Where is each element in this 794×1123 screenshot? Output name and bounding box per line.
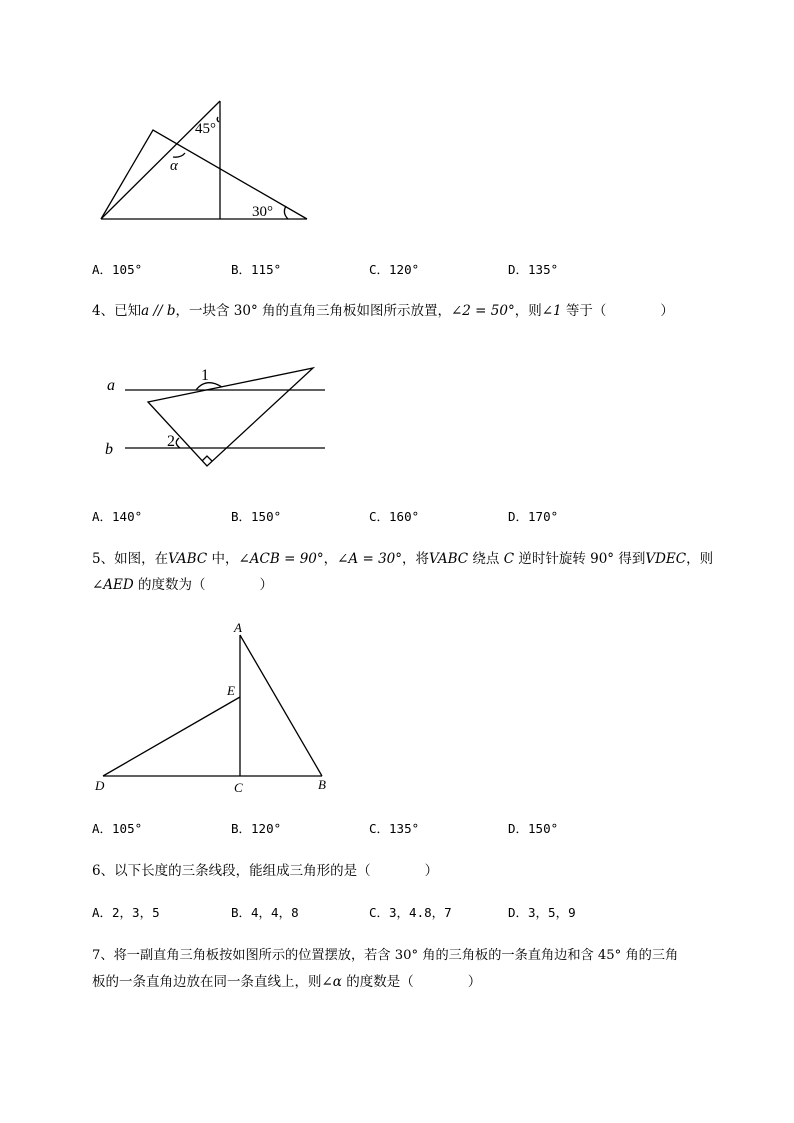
angle-alpha-label: α	[170, 158, 178, 174]
point-d-label: D	[95, 778, 105, 793]
q5-option-c[interactable]: C．135°	[369, 821, 420, 836]
q3-option-a[interactable]: A．105°	[92, 262, 143, 277]
q6-option-b[interactable]: B．4，4，8	[231, 905, 299, 920]
q3-option-d[interactable]: D．135°	[508, 262, 559, 277]
q5-option-d[interactable]: D．150°	[508, 821, 559, 836]
q5-stem-line2: ∠AED 的度数为（ ）	[92, 577, 274, 593]
angle-2-label: 2	[167, 433, 175, 450]
q4-option-a[interactable]: A．140°	[92, 509, 143, 524]
q4-option-c[interactable]: C．160°	[369, 509, 420, 524]
angle-30-label: 30°	[252, 204, 273, 220]
q6-option-d[interactable]: D．3，5，9	[508, 905, 576, 920]
point-b-label: B	[318, 777, 326, 792]
q4-option-b[interactable]: B．150°	[231, 509, 282, 524]
q4-option-d[interactable]: D．170°	[508, 509, 559, 524]
point-c-label: C	[234, 780, 243, 795]
figure-q5-rotation	[90, 615, 340, 800]
q6-option-c[interactable]: C．3，4.8，7	[369, 905, 452, 920]
q5-stem-line1: 5、如图，在VABC 中，∠ACB = 90°，∠A = 30°，将VABC 绕点 C 逆时针旋转 90° 得到VDEC，则	[92, 551, 714, 567]
q6-option-a[interactable]: A．2，3，5	[92, 905, 160, 920]
q7-stem-line2: 板的一条直角边放在同一条直线上，则∠α 的度数是（ ）	[92, 974, 482, 990]
q3-option-c[interactable]: C．120°	[369, 262, 420, 277]
q7-stem-line1: 7、将一副直角三角板按如图所示的位置摆放，若含 30° 角的三角板的一条直角边和含 45° 角的三角	[92, 948, 679, 963]
point-e-label: E	[227, 683, 235, 698]
q3-option-b[interactable]: B．115°	[231, 262, 282, 277]
line-a-label: a	[107, 377, 115, 394]
angle-45-label: 45°	[195, 121, 216, 137]
angle-1-label: 1	[201, 367, 209, 384]
line-b-label: b	[105, 441, 113, 458]
figure-q3-triangles	[90, 92, 320, 232]
figure-q4-parallel-lines	[100, 360, 330, 475]
q6-stem: 6、以下长度的三条线段，能组成三角形的是（ ）	[92, 863, 439, 879]
point-a-label: A	[234, 620, 242, 635]
q4-stem: 4、已知a // b，一块含 30° 角的直角三角板如图所示放置，∠2 = 50°，则∠1 等于（ ）	[92, 303, 674, 319]
q5-option-b[interactable]: B．120°	[231, 821, 282, 836]
q5-option-a[interactable]: A．105°	[92, 821, 143, 836]
